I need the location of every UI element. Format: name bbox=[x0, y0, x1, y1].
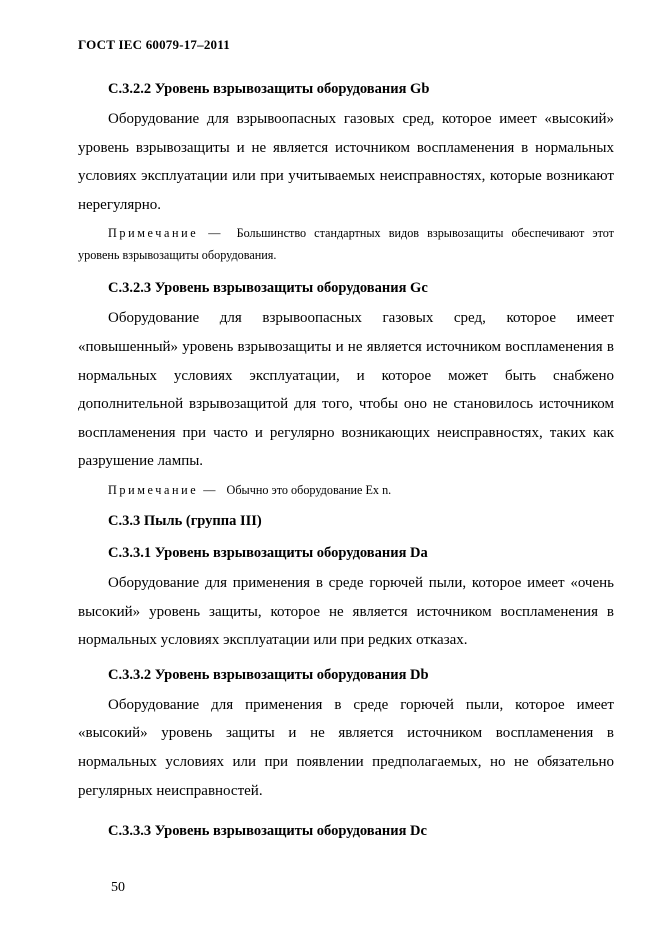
document-header: ГОСТ IEC 60079-17–2011 bbox=[78, 37, 230, 52]
section-text-c3-3-2: Оборудование для применения в среде горючей пыли, которое имеет «высокий» уровень защиты и не является источником воспламенения в нормальных условиях или при появлении предполагаемых, но не обязательно регулярных неисправностей. bbox=[78, 696, 614, 799]
page-number: 50 bbox=[111, 880, 125, 895]
section-text-c3-3-1: Оборудование для применения в среде горючей пыли, которое имеет «очень высокий» уровень защиты, которое не является источником воспламенения в нормальных условиях эксплуатации или при редких отказах. bbox=[78, 574, 614, 649]
note-text: Большинство стандартных видов взрывозащиты обеспечивают этот уровень взрывозащиты оборудования. bbox=[78, 226, 614, 263]
note-c3-2-3: Примечание — Обычно это оборудование Ex n. bbox=[108, 482, 392, 497]
note-label: Примечание bbox=[108, 226, 199, 241]
section-text-c3-2-3: Оборудование для взрывоопасных газовых сред, которое имеет «повышенный» уровень взрывозащиты и не является источником воспламенения в нормальных условиях эксплуатации, и которое может быть снабжено дополнительной взрывозащитой для того, чтобы оно не становилось источником воспламенения при часто и регулярно возникающих неисправностях, таких как разрушение лампы. bbox=[78, 310, 614, 470]
section-heading-c3-3-2: С.3.3.2 Уровень взрывозащиты оборудования Db bbox=[108, 666, 429, 683]
section-heading-c3-2-3: С.3.2.3 Уровень взрывозащиты оборудования Gc bbox=[108, 280, 428, 297]
note-label: Примечание bbox=[108, 482, 199, 497]
section-text-c3-2-2: Оборудование для взрывоопасных газовых сред, которое имеет «высокий» уровень взрывозащиты и не является источником воспламенения в нормальных условиях эксплуатации или при учитываемых неисправностях, которые возникают нерегулярно. bbox=[78, 111, 614, 213]
note-c3-2-2: Примечание — Большинство стандартных видов взрывозащиты обеспечивают этот уровень взрывозащиты оборудования. bbox=[78, 226, 614, 263]
page-body bbox=[78, 73, 614, 847]
section-heading-c3-2-2: С.3.2.2 Уровень взрывозащиты оборудования Gb bbox=[108, 81, 430, 97]
note-text: Обычно это оборудование Ex n. bbox=[226, 482, 392, 497]
section-heading-c3-3: С.3.3 Пыль (группа III) bbox=[108, 512, 262, 529]
section-heading-c3-3-3: С.3.3.3 Уровень взрывозащиты оборудования Dc bbox=[108, 823, 427, 840]
section-heading-c3-3-1: С.3.3.1 Уровень взрывозащиты оборудования Da bbox=[108, 544, 428, 561]
